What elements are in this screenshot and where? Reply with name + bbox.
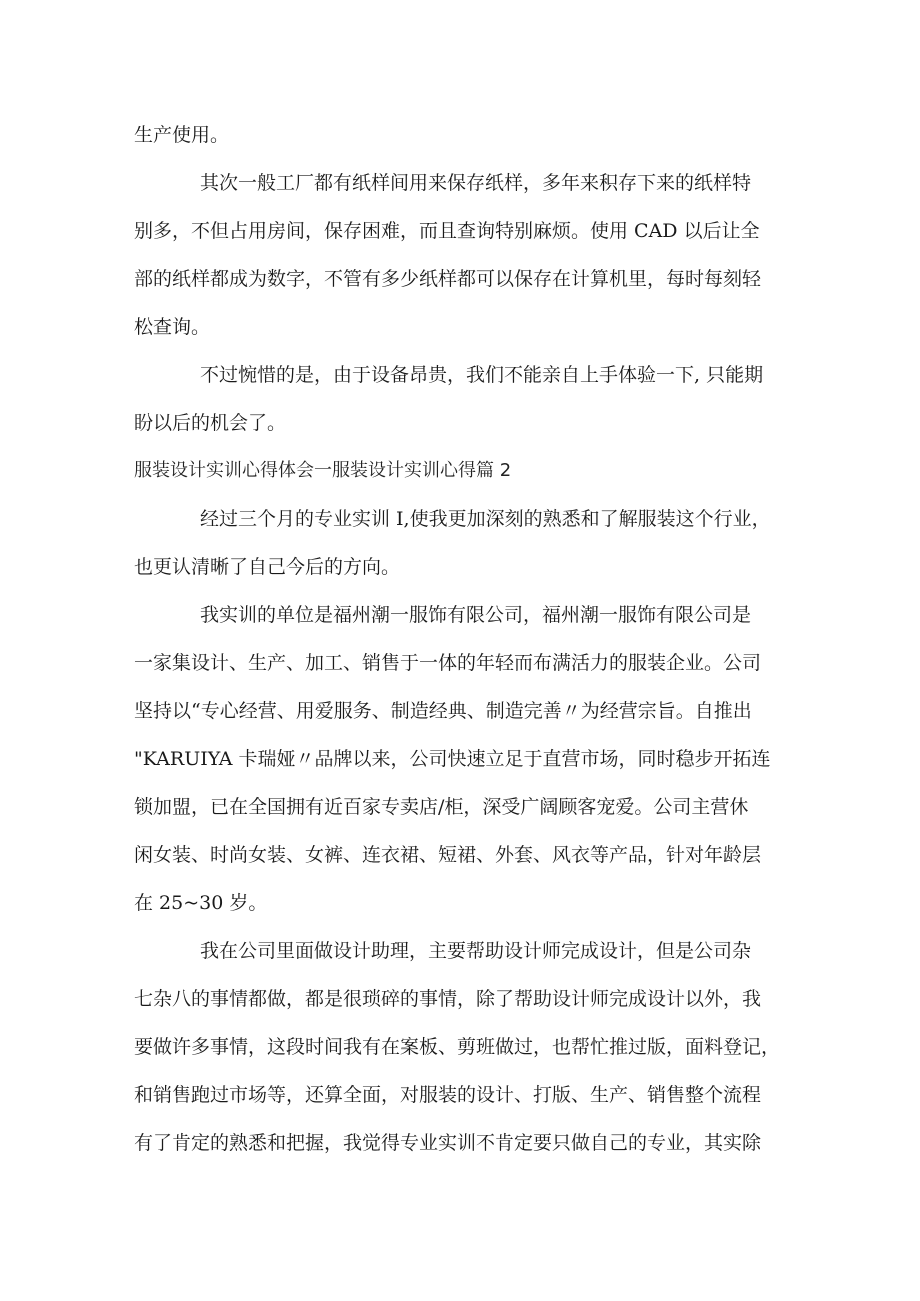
text-line: "KARUIYA 卡瑞娅〃品牌以来，公司快速立足于直营市场，同时稳步开拓连 [134,748,771,770]
text-line: 经过三个月的专业实训 I,使我更加深刻的熟悉和了解服装这个行业， [200,508,771,530]
text-line: 有了肯定的熟悉和把握，我觉得专业实训不肯定要只做自己的专业，其实除 [134,1132,762,1154]
text-line: 我实训的单位是福州潮一服饰有限公司，福州潮一服饰有限公司是 [200,604,752,626]
text-line: 松查询。 [134,316,211,338]
section-heading: 服装设计实训心得体会一服装设计实训心得篇 2 [134,460,512,481]
text-line: 七杂八的事情都做，都是很琐碎的事情，除了帮助设计师完成设计以外，我 [134,988,762,1010]
text-line: 要做许多事情，这段时间我有在案板、剪班做过，也帮忙推过版，面料登记， [134,1036,781,1058]
text-line: 部的纸样都成为数字，不管有多少纸样都可以保存在计算机里，每时每刻轻 [134,268,762,290]
text-line: 我在公司里面做设计助理，主要帮助设计师完成设计，但是公司杂 [200,940,752,962]
text-line: 盼以后的机会了。 [134,412,287,434]
text-line: 坚持以“专心经营、用爱服务、制造经典、制造完善〃为经营宗旨。自推出 [134,700,752,722]
text-line: 不过惋惜的是，由于设备昂贵，我们不能亲自上手体验一下, 只能期 [200,364,764,386]
text-line: 和销售跑过市场等，还算全面，对服装的设计、打版、生产、销售整个流程 [134,1084,762,1106]
text-line: 闲女装、时尚女装、女裤、连衣裙、短裙、外套、风衣等产品，针对年龄层 [134,844,762,866]
text-line: 也更认清晰了自己今后的方向。 [134,556,401,578]
text-line: 其次一般工厂都有纸样间用来保存纸样，多年来积存下来的纸样特 [200,172,752,194]
text-line: 锁加盟，已在全国拥有近百家专卖店/柜，深受广阔顾客宠爱。公司主营休 [134,796,749,818]
text-line: 别多，不但占用房间，保存困难，而且查询特别麻烦。使用 CAD 以后让全 [134,220,760,242]
text-line: 在 25~30 岁。 [134,892,268,914]
text-line: 一家集设计、生产、加工、销售于一体的年轻而布满活力的服装企业。公司 [134,652,762,674]
text-line: 生产使用。 [134,124,230,146]
